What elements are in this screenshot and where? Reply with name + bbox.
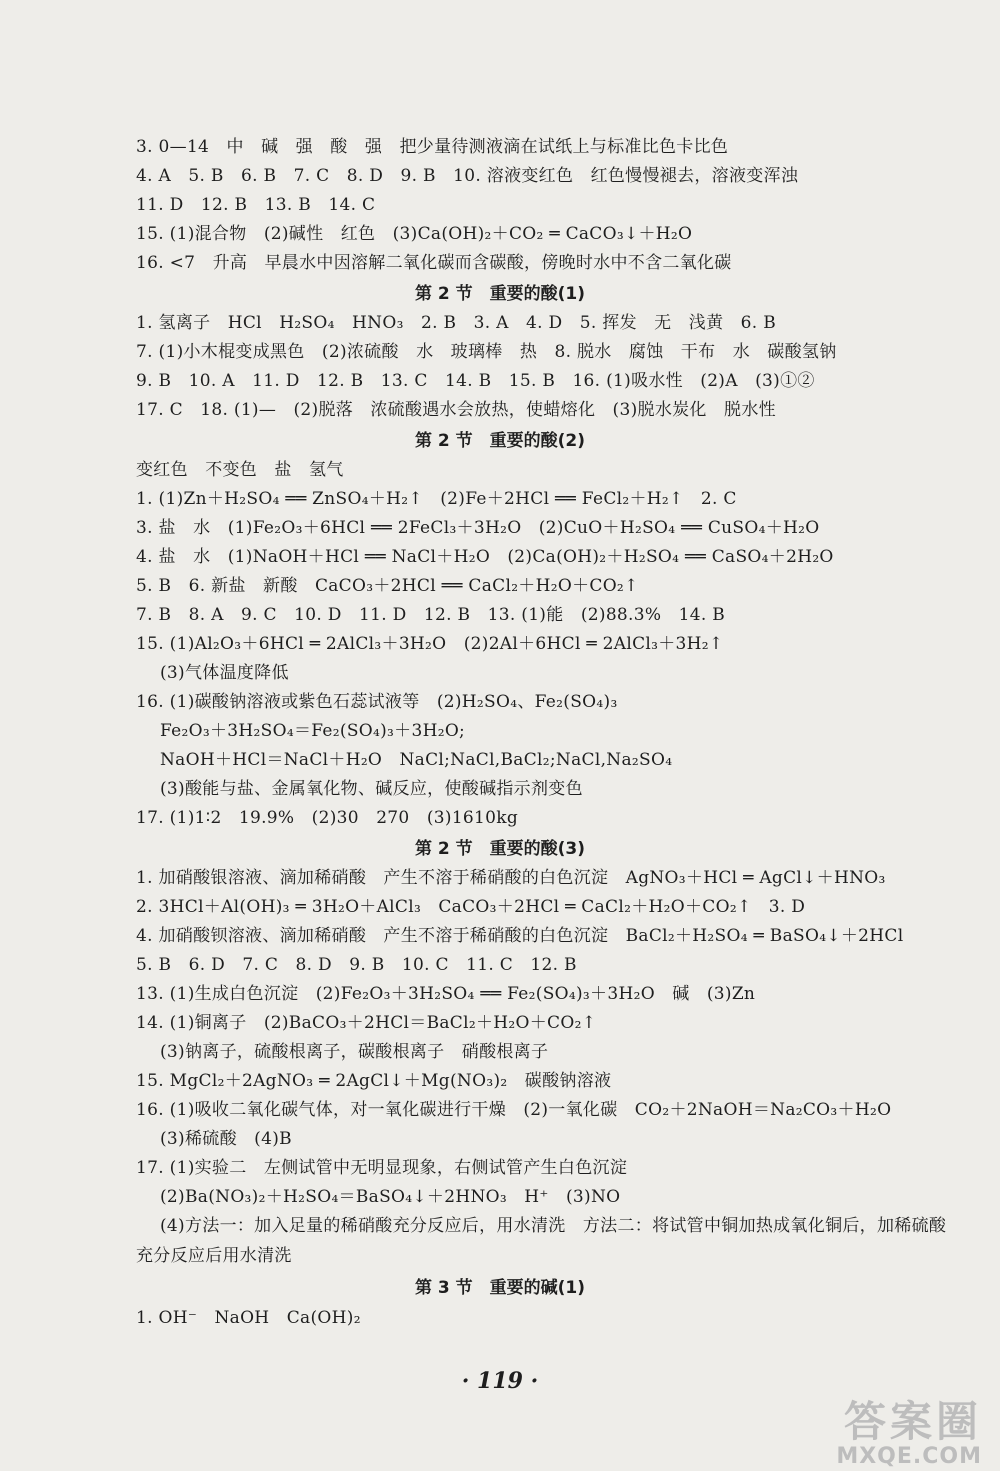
section-heading: 第 2 节 重要的酸(2) [414,431,586,451]
section-heading: 第 3 节 重要的碱(1) [414,1278,586,1298]
answer-line: 16. (1)吸收二氧化碳气体，对一氧化碳进行干燥 (2)一氧化碳 CO₂＋2NaOH＝Na₂CO₃＋H₂O [136,1100,892,1120]
answer-line: 1. OH⁻ NaOH Ca(OH)₂ [136,1308,361,1328]
answer-line: 13. (1)生成白色沉淀 (2)Fe₂O₃＋3H₂SO₄ ══ Fe₂(SO₄)₃＋3H₂O 碱 (3)Zn [136,984,756,1004]
answer-line: 15. (1)混合物 (2)碱性 红色 (3)Ca(OH)₂＋CO₂ ═ CaCO₃↓＋H₂O [136,224,693,244]
answer-line: (3)稀硫酸 (4)B [160,1129,292,1149]
answer-line: 1. 氢离子 HCl H₂SO₄ HNO₃ 2. B 3. A 4. D 5. 挥发 无 浅黄 6. B [136,313,776,333]
answer-line: 5. B 6. 新盐 新酸 CaCO₃＋2HCl ══ CaCl₂＋H₂O＋CO₂↑ [136,576,639,596]
answer-line: (3)气体温度降低 [160,663,289,683]
answer-line: Fe₂O₃＋3H₂SO₄＝Fe₂(SO₄)₃＋3H₂O; [160,721,466,741]
answer-line: 16. <7 升高 早晨水中因溶解二氧化碳而含碳酸，傍晚时水中不含二氧化碳 [136,253,732,273]
answer-paragraph: (4)方法一：加入足量的稀硝酸充分反应后，用水清洗 方法二：将试管中铜加热成氧化铜后，加稀硫酸充分反应后用水清洗 [136,1216,947,1266]
answer-line: 变红色 不变色 盐 氢气 [136,460,344,480]
answer-line: 4. 盐 水 (1)NaOH＋HCl ══ NaCl＋H₂O (2)Ca(OH)₂＋H₂SO₄ ══ CaSO₄＋2H₂O [136,547,834,567]
answer-line: 4. 加硝酸钡溶液、滴加稀硝酸 产生不溶于稀硝酸的白色沉淀 BaCl₂＋H₂SO₄ ═ BaSO₄↓＋2HCl [136,926,904,946]
answer-line: 17. (1)实验二 左侧试管中无明显现象，右侧试管产生白色沉淀 [136,1158,628,1178]
answer-line: 15. MgCl₂＋2AgNO₃ ═ 2AgCl↓＋Mg(NO₃)₂ 碳酸钠溶液 [136,1071,612,1091]
answer-line: (2)Ba(NO₃)₂＋H₂SO₄＝BaSO₄↓＋2HNO₃ H⁺ (3)NO [160,1187,621,1207]
answer-line: 11. D 12. B 13. B 14. C [136,195,376,215]
answer-line: 7. B 8. A 9. C 10. D 11. D 12. B 13. (1)能 (2)88.3% 14. B [136,605,726,625]
watermark [836,1397,982,1469]
answer-line: (3)酸能与盐、金属氧化物、碱反应，使酸碱指示剂变色 [160,779,583,799]
answer-line: 15. (1)Al₂O₃＋6HCl ═ 2AlCl₃＋3H₂O (2)2Al＋6HCl ═ 2AlCl₃＋3H₂↑ [136,634,724,654]
answer-line: 2. 3HCl＋Al(OH)₃ ═ 3H₂O＋AlCl₃ CaCO₃＋2HCl ═ CaCl₂＋H₂O＋CO₂↑ 3. D [136,897,806,917]
answer-line: 1. 加硝酸银溶液、滴加稀硝酸 产生不溶于稀硝酸的白色沉淀 AgNO₃＋HCl ═ AgCl↓＋HNO₃ [136,868,886,888]
answer-line: 5. B 6. D 7. C 8. D 9. B 10. C 11. C 12. B [136,955,577,975]
answer-line: 7. (1)小木棍变成黑色 (2)浓硫酸 水 玻璃棒 热 8. 脱水 腐蚀 干布 水 碳酸氢钠 [136,342,837,362]
section-heading: 第 2 节 重要的酸(3) [414,839,586,859]
answer-line: 9. B 10. A 11. D 12. B 13. C 14. B 15. B 16. (1)吸水性 (2)A (3)①② [136,371,815,391]
answer-line: 17. (1)1∶2 19.9% (2)30 270 (3)1610kg [136,808,519,828]
answer-line: 16. (1)碳酸钠溶液或紫色石蕊试液等 (2)H₂SO₄、Fe₂(SO₄)₃ [136,692,618,712]
answer-line: 3. 0—14 中 碱 强 酸 强 把少量待测液滴在试纸上与标准比色卡比色 [136,137,729,157]
answer-line: NaOH＋HCl＝NaCl＋H₂O NaCl;NaCl,BaCl₂;NaCl,Na₂SO₄ [160,750,673,770]
section-heading: 第 2 节 重要的酸(1) [414,284,586,304]
answer-line: 1. (1)Zn＋H₂SO₄ ══ ZnSO₄＋H₂↑ (2)Fe＋2HCl ══ FeCl₂＋H₂↑ 2. C [136,489,737,509]
answer-line: 14. (1)铜离子 (2)BaCO₃＋2HCl＝BaCl₂＋H₂O＋CO₂↑ [136,1013,597,1033]
page-number: · 119 · [461,1368,539,1394]
answer-line: 3. 盐 水 (1)Fe₂O₃＋6HCl ══ 2FeCl₃＋3H₂O (2)CuO＋H₂SO₄ ══ CuSO₄＋H₂O [136,518,820,538]
watermark-url: MXQE.COM [836,1444,982,1469]
answer-line: 17. C 18. (1)— (2)脱落 浓硫酸遇水会放热，使蜡熔化 (3)脱水炭化 脱水性 [136,400,776,420]
watermark-logo-text: 答案圈 [843,1397,982,1446]
answer-line: 4. A 5. B 6. B 7. C 8. D 9. B 10. 溶液变红色 红色慢慢褪去，溶液变浑浊 [136,166,799,186]
answer-line: (3)钠离子，硫酸根离子，碳酸根离子 硝酸根离子 [160,1042,549,1062]
